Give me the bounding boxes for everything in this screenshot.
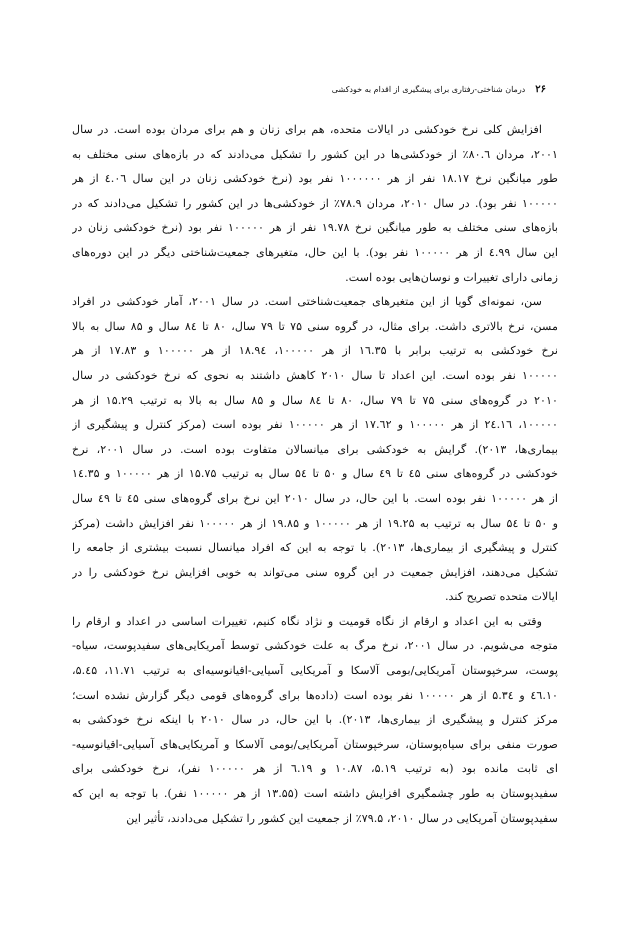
body-text	[72, 118, 558, 831]
text-line: مرکز کنترل و پیشگیری از بیماری‌ها، ۲۰۱۳). با این حال، در سال ۲۰۱۰ با اینکه نرخ خودکشی به	[72, 713, 558, 727]
text-line: ۱۰۰۰۰۰ نفر بوده است. این اعداد تا سال ۲۰۱۰ کاهش داشتند به نحوی که نرخ خودکشی در سال	[72, 368, 558, 382]
text-line: بازه‌های سنی مختلف به طور میانگین نرخ ۱۹.۷۸ نفر از هر ۱۰۰۰۰۰ نفر بود (نرخ خودکشی زنان در	[72, 221, 558, 235]
text-line: صورت منفی برای سیاه‌پوستان، سرخپوستان آمریکایی/بومی آلاسکا و آمریکایی‌های آسیایی-اقیانوسیه-	[72, 737, 558, 751]
text-line: وقتی به این اعداد و ارقام از نگاه قومیت و نژاد نگاه کنیم، تغییرات اساسی در اعداد و ارقام را	[72, 614, 542, 628]
text-line: طور میانگین نرخ ۱۸.۱۷ نفر از هر ۱۰۰۰۰۰۰ نفر بود (نرخ خودکشی زنان در این سال ٤.۰٦ از هر	[72, 172, 558, 186]
text-line: ایالات متحده تصریح کند.	[445, 590, 558, 604]
text-line: بیماری‌ها، ۲۰۱۳). گرایش به خودکشی برای میانسالان متفاوت بوده است. در سال ۲۰۰۱، نرخ	[72, 442, 558, 456]
text-line: سن، نمونه‌ای گویا از این متغیرهای جمعیت‌شناختی است. در سال ۲۰۰۱، آمار خودکشی در افراد	[72, 295, 542, 309]
text-line: ۱۰۰۰۰۰، ۱٦.۲٤ از هر ۱۰۰۰۰۰ و ۱۷.٦۲ از هر ۱۰۰۰۰۰ نفر بوده است (مرکز کنترل و پیشگیری از	[72, 418, 558, 432]
text-line: مسن، نرخ بالاتری داشت. برای مثال، در گروه سنی ۷۵ تا ۷۹ سال، ۸۰ تا ۸٤ سال و ۸۵ سال به بالا	[72, 319, 558, 333]
text-line: ۱۰.٤٦ و ۵.۳٤ از هر ۱۰۰۰۰۰ نفر بوده است (داده‌ها برای گروه‌های قومی دیگر گزارش نشده است؛	[72, 688, 558, 702]
text-line: این سال ٤.۹۹ از هر ۱۰۰۰۰۰ نفر بود). با این حال، متغیرهای جمعیت‌شناختی دیگر در این دوره‌های	[72, 245, 558, 259]
text-line: سفیدپوستان به طور چشمگیری افزایش داشته است (۱۳.۵۵ از هر ۱۰۰۰۰۰ نفر). با توجه به این که	[72, 787, 558, 801]
text-line: ۱۰۰۰۰۰ نفر بود). در سال ۲۰۱۰، مردان ۷۸.۹٪ از خودکشی‌ها در این کشور را تشکیل می‌دادند که در	[72, 196, 558, 210]
page-number: ۲۶	[535, 84, 546, 95]
text-line: خودکشی در گروه‌های سنی ٤۵ تا ٤۹ سال و ۵۰ تا ۵٤ سال به ترتیب ۱۵.۷۵ از هر ۱۰۰۰۰۰ و ۱٤.۳۵	[72, 467, 558, 481]
text-line: افزایش کلی نرخ خودکشی در ایالات متحده، هم برای زنان و هم برای مردان بوده است. در سال	[72, 123, 542, 136]
paragraph	[72, 290, 558, 610]
text-line: از هر ۱۰۰۰۰۰ نفر بوده است. با این حال، در سال ۲۰۱۰ این نرخ برای گروه‌های سنی ٤۵ تا ٤۹ سال	[72, 491, 558, 505]
text-line: سفیدپوستان آمریکایی در سال ۲۰۱۰، ۷۹.۵٪ از جمعیت این کشور را تشکیل می‌دادند، تأثیر این	[126, 811, 558, 825]
paragraph	[72, 610, 558, 831]
text-line: و ۵۰ تا ۵٤ سال به ترتیب به ۱۹.۲۵ از هر ۱۰۰۰۰۰ و ۱۹.۸۵ از هر ۱۰۰۰۰۰ نفر افزایش داشت (مرکز	[72, 516, 558, 530]
text-line: متوجه می‌شویم. در سال ۲۰۰۱، نرخ مرگ به علت خودکشی توسط آمریکایی‌های سفیدپوست، سیاه-	[72, 639, 558, 653]
paragraph	[72, 118, 558, 290]
text-line: ای ثابت مانده بود (به ترتیب ۵.۱۹، ۱۰.۸۷ و ٦.۱۹ از هر ۱۰۰۰۰۰ نفر)، نرخ خودکشی برای	[72, 762, 558, 776]
text-line: ۲۰۱۰ در گروه‌های سنی ۷۵ تا ۷۹ سال، ۸۰ تا ۸٤ سال و ۸۵ سال به بالا به ترتیب ۱۵.۲۹ از هر	[72, 393, 558, 407]
text-line: تشکیل می‌دهند، افزایش جمعیت در این گروه سنی می‌تواند به خوبی افزایش نرخ خودکشی را در	[72, 565, 558, 579]
page-header	[331, 82, 546, 98]
text-line: نرخ خودکشی به ترتیب برابر با ۱٦.۳۵ از هر ۱۰۰۰۰۰، ۱۸.۹٤ از هر ۱۰۰۰۰۰ و ۱۷.۸۳ از هر	[72, 344, 558, 358]
text-line: ۲۰۰۱، مردان ۸۰.٦٪ از خودکشی‌ها در این کشور را تشکیل می‌دادند که در بازه‌های سنی مختلف به	[72, 147, 558, 161]
text-line: زمانی دارای تغییرات و نوسان‌هایی بوده است.	[345, 270, 558, 284]
running-title: درمان شناختی-رفتاری برای پیشگیری از اقدام به خودکشی	[331, 85, 526, 94]
text-line: پوست، سرخپوستان آمریکایی/بومی آلاسکا و آمریکایی آسیایی-اقیانوسیه‌ای به ترتیب ۱۱.۷۱، ۵.٤۵،	[72, 664, 558, 678]
text-line: کنترل و پیشگیری از بیماری‌ها، ۲۰۱۳). با توجه به این که افراد میانسال نسبت بیشتری از جامعه را	[72, 541, 558, 555]
